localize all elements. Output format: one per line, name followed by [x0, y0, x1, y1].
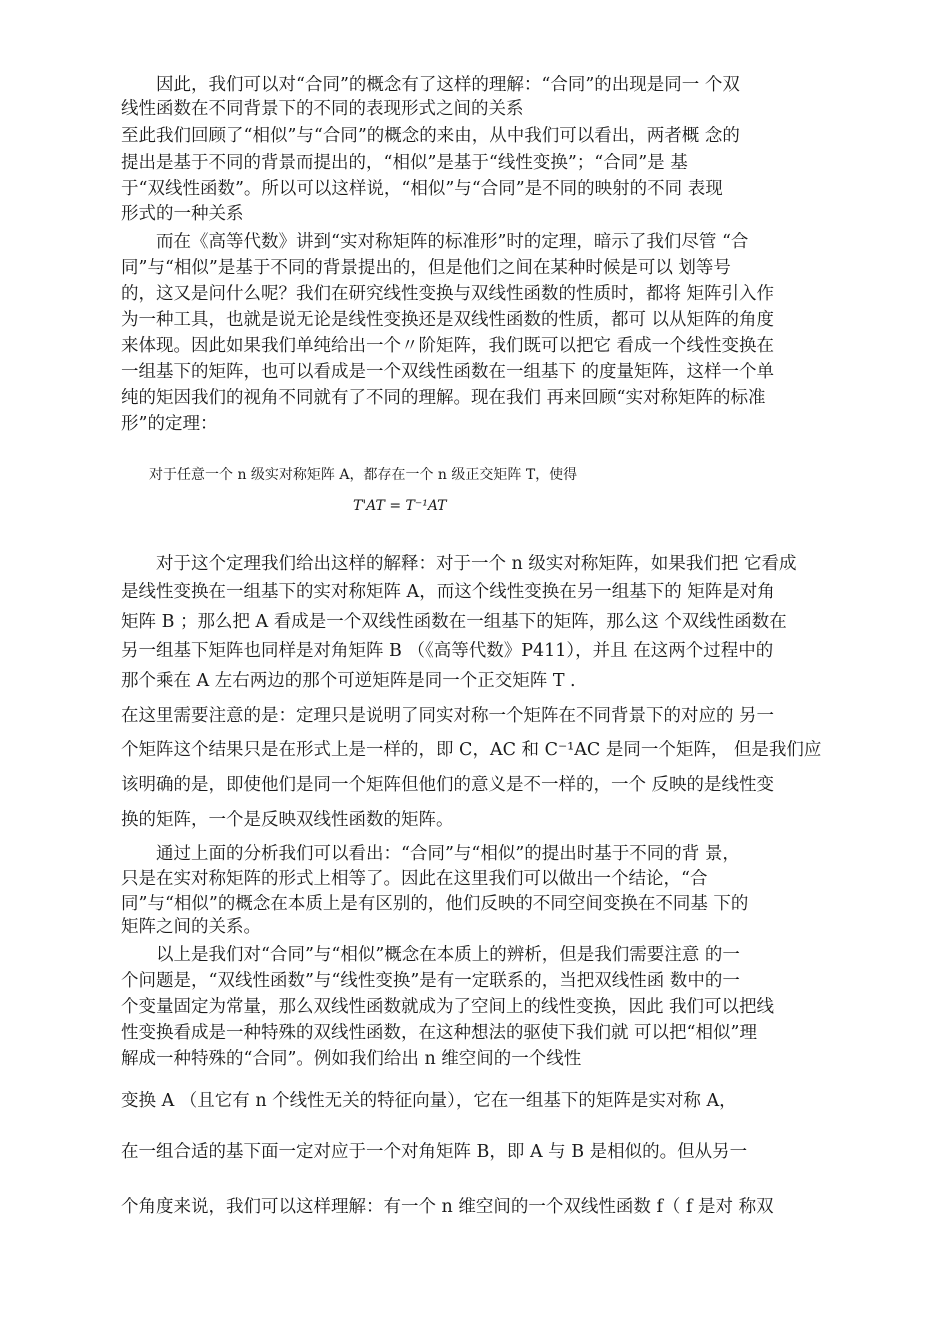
text-line: 纯的矩因我们的视角不同就有了不同的理解。现在我们 再来回顾“实对称矩阵的标准 [121, 388, 766, 408]
text-line: 在一组合适的基下面一定对应于一个对角矩阵 B，即 A 与 B 是相似的。但从另一 [121, 1142, 748, 1162]
text-line: 以上是我们对“合同”与“相似”概念在本质上的辨析，但是我们需要注意 的一 [121, 945, 740, 965]
text-line: 另一组基下矩阵也同样是对角矩阵 B （《高等代数》P411），并且 在这两个过程中的 [121, 641, 774, 661]
text-line: 个问题是，“双线性函数”与“线性变换”是有一定联系的，当把双线性函 数中的一 [121, 971, 740, 991]
text-line: 矩阵 B ；那么把 A 看成是一个双线性函数在一组基下的矩阵，那么这 个双线性函数在 [121, 612, 787, 632]
text-line: 形式的一种关系 [121, 204, 244, 224]
text-line: 一组基下的矩阵，也可以看成是一个双线性函数在一组基下 的度量矩阵，这样一个单 [121, 362, 775, 382]
text-line: 解成一种特殊的“合同”。例如我们给出 n 维空间的一个线性 [121, 1049, 582, 1069]
text-line: 那个乘在 A 左右两边的那个可逆矩阵是同一个正交矩阵 T . [121, 671, 576, 691]
text-line: 在这里需要注意的是：定理只是说明了同实对称一个矩阵在不同背景下的对应的 另一 [121, 706, 775, 726]
text-line: 于“双线性函数”。所以可以这样说，“相似”与“合同”是不同的映射的不同 表现 [121, 179, 723, 199]
text-line: 来体现。因此如果我们单纯给出一个〃阶矩阵，我们既可以把它 看成一个线性变换在 [121, 336, 775, 356]
text-line: 对于这个定理我们给出这样的解释：对于一个 n 级实对称矩阵，如果我们把 它看成 [121, 554, 797, 574]
text-line: 性变换看成是一种特殊的双线性函数，在这种想法的驱使下我们就 可以把“相似”理 [121, 1023, 757, 1043]
text-line: 提出是基于不同的背景而提出的，“相似”是基于“线性变换”；“合同”是 基 [121, 153, 688, 173]
text-line: 的，这又是问什么呢？我们在研究线性变换与双线性函数的性质时，都将 矩阵引入作 [121, 284, 775, 304]
text-line: 个角度来说，我们可以这样理解：有一个 n 维空间的一个双线性函数 f（ f 是对 称双 [121, 1197, 774, 1217]
text-line: 同”与“相似”是基于不同的背景提出的，但是他们之间在某种时候是可以 划等号 [121, 258, 731, 278]
text-line: 而在《高等代数》讲到“实对称矩阵的标准形”时的定理，暗示了我们尽管 “合 [121, 232, 749, 252]
text-line: 换的矩阵，一个是反映双线性函数的矩阵。 [121, 810, 454, 830]
text-line: 通过上面的分析我们可以看出：“合同”与“相似”的提出时基于不同的背 景， [121, 844, 740, 864]
text-line: 变换 A （且它有 n 个线性无关的特征向量），它在一组基下的矩阵是实对称 A， [121, 1091, 737, 1111]
text-line: 该明确的是，即使他们是同一个矩阵但他们的意义是不一样的，一个 反映的是线性变 [121, 775, 775, 795]
text-line: 是线性变换在一组基下的实对称矩阵 A，而这个线性变换在另一组基下的 矩阵是对角 [121, 582, 775, 602]
text-line: 个矩阵这个结果只是在形式上是一样的，即 C，AC 和 C⁻¹AC 是同一个矩阵， 但是我们应 [121, 740, 822, 760]
text-line: 为一种工具，也就是说无论是线性变换还是双线性函数的性质，都可 以从矩阵的角度 [121, 310, 775, 330]
text-line: 线性函数在不同背景下的不同的表现形式之间的关系 [121, 99, 524, 119]
text-line: 只是在实对称矩阵的形式上相等了。因此在这里我们可以做出一个结论，“合 [121, 869, 708, 889]
text-line: 矩阵之间的关系。 [121, 917, 261, 937]
theorem-statement: 对于任意一个 n 级实对称矩阵 A，都存在一个 n 级正交矩阵 T，使得 [121, 467, 578, 483]
text-line: 个变量固定为常量，那么双线性函数就成为了空间上的线性变换，因此 我们可以把线 [121, 997, 775, 1017]
text-line: 因此，我们可以对“合同”的概念有了这样的理解：“合同”的出现是同一 个双 [121, 75, 740, 95]
text-line: 至此我们回顾了“相似”与“合同”的概念的来由，从中我们可以看出，两者概 念的 [121, 126, 740, 146]
text-line: 形”的定理： [121, 414, 218, 434]
theorem-formula: T'AT = T⁻¹AT [353, 498, 447, 514]
text-line: 同”与“相似”的概念在本质上是有区别的，他们反映的不同空间变换在不同基 下的 [121, 894, 749, 914]
